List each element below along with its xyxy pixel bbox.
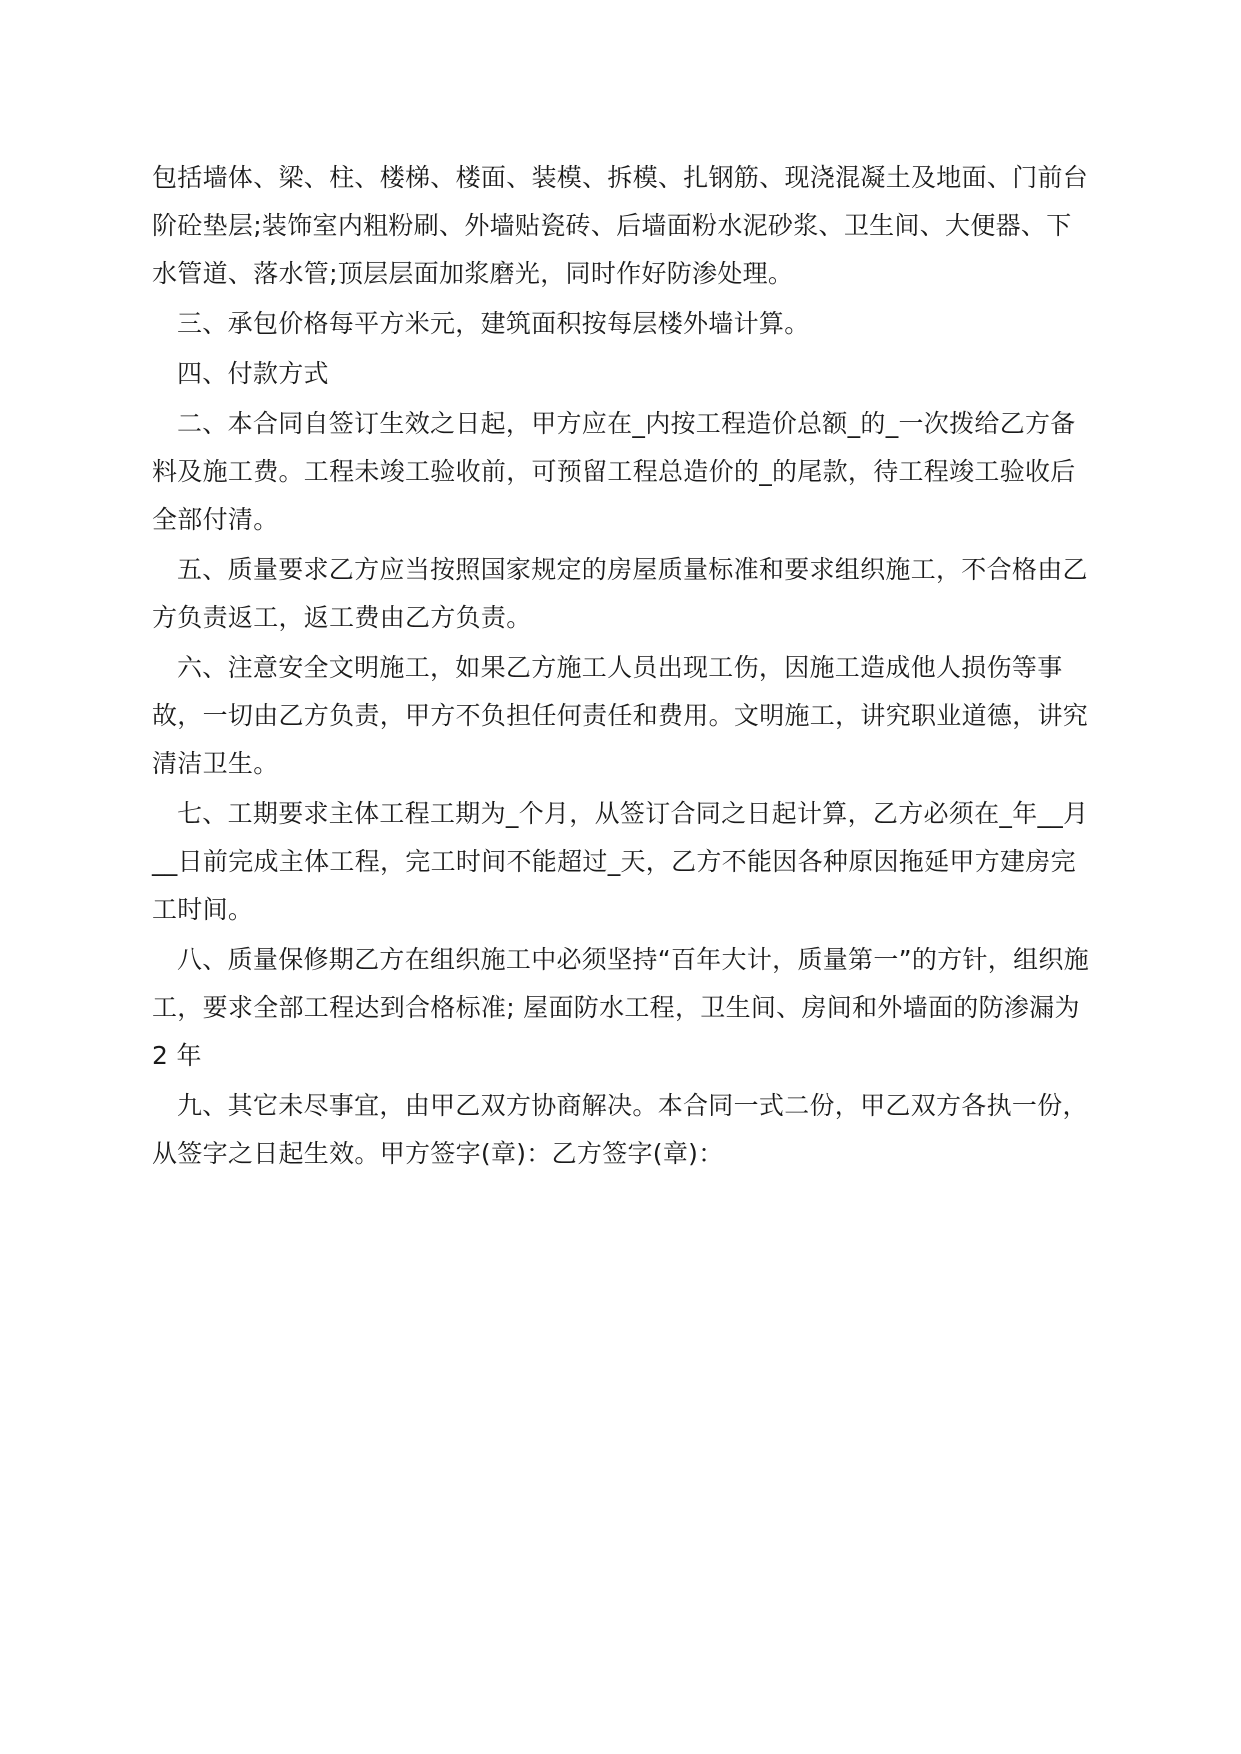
paragraph-quality-requirements: 五、质量要求乙方应当按照国家规定的房屋质量标准和要求组织施工，不合格由乙方负责返工，返工费由乙方负责。 [152,555,1088,632]
paragraph-other-matters-signatures: 九、其它未尽事宜，由甲乙双方协商解决。本合同一式二份，甲乙双方各执一份，从签字之日起生效。甲方签字(章)：乙方签字(章)： [152,1091,1088,1168]
document-body [152,154,1092,1180]
paragraph-payment-terms: 二、本合同自签订生效之日起，甲方应在_内按工程造价总额_的_一次拨给乙方备料及施工费。工程未竣工验收前，可预留工程总造价的_的尾款，待工程竣工验收后全部付清。 [152,409,1076,534]
paragraph-safety: 六、注意安全文明施工，如果乙方施工人员出现工伤，因施工造成他人损伤等事故，一切由乙方负责，甲方不负担任何责任和费用。文明施工，讲究职业道德，讲究清洁卫生。 [152,653,1089,778]
paragraph-price: 三、承包价格每平方米元，建筑面积按每层楼外墙计算。 [177,309,810,338]
paragraph-warranty: 八、质量保修期乙方在组织施工中必须坚持“百年大计，质量第一”的方针，组织施工，要求全部工程达到合格标准; 屋面防水工程，卫生间、房间和外墙面的防渗漏为 2 年 [152,945,1090,1070]
paragraph-schedule: 七、工期要求主体工程工期为_个月，从签订合同之日起计算，乙方必须在_年__月__日前完成主体工程，完工时间不能超过_天，乙方不能因各种原因拖延甲方建房完工时间。 [152,799,1089,924]
paragraph-construction-scope: 包括墙体、梁、柱、楼梯、楼面、装模、拆模、扎钢筋、现浇混凝土及地面、门前台阶砼垫层;装饰室内粗粉刷、外墙贴瓷砖、后墙面粉水泥砂浆、卫生间、大便器、下水管道、落水管;顶层层面加浆磨光，同时作好防渗处理。 [152,163,1089,288]
paragraph-payment-heading: 四、付款方式 [177,359,329,388]
